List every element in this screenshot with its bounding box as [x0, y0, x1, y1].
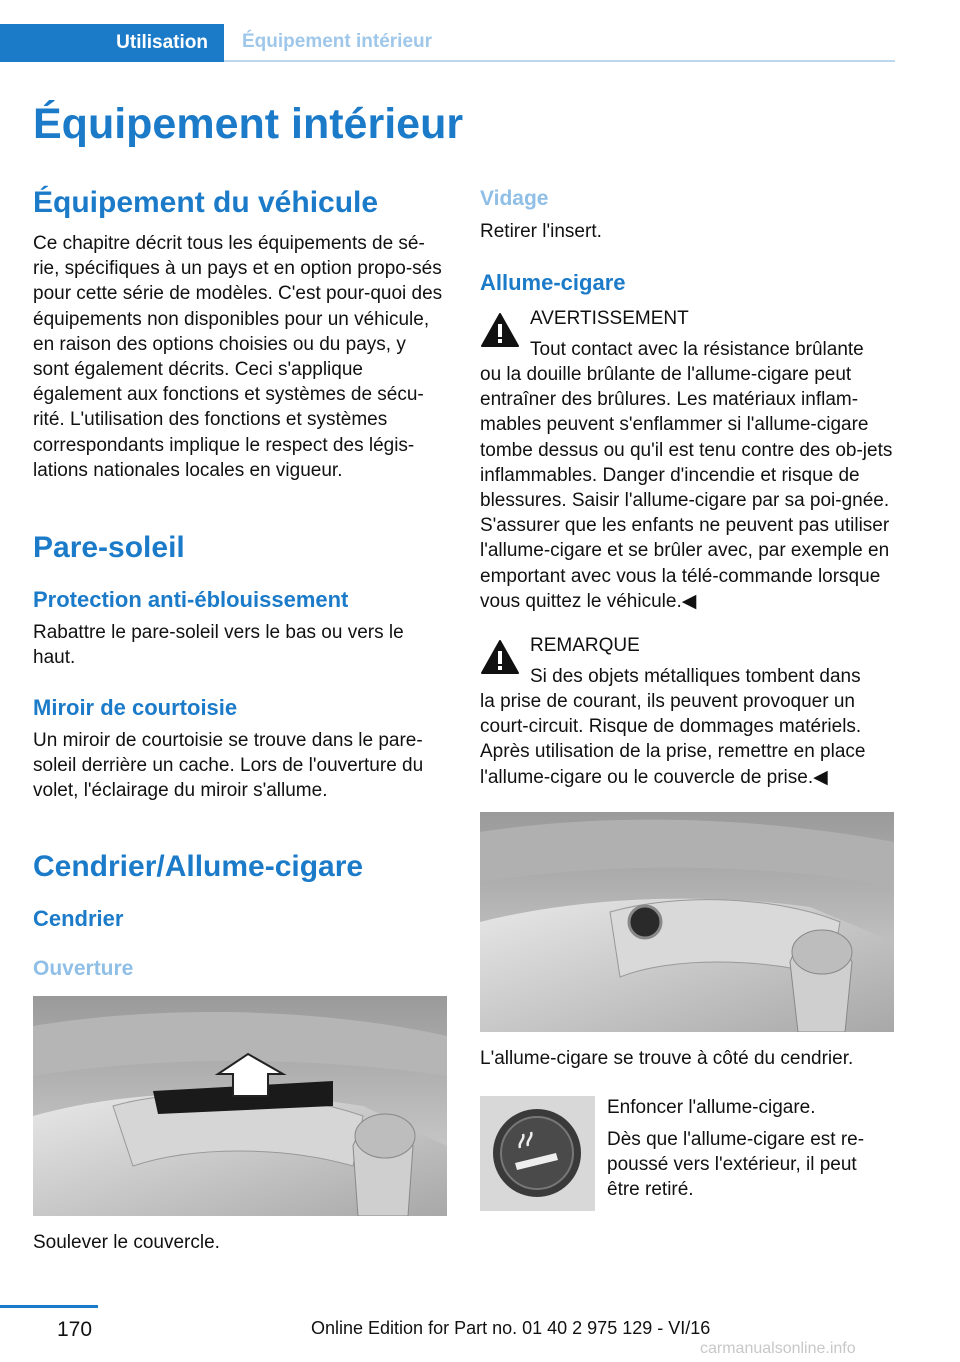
footer-rule: [0, 1305, 98, 1308]
edition-text: Online Edition for Part no. 01 40 2 975 129 - VI/16: [311, 1318, 711, 1338]
pop-text: Dès que l'allume-cigare est re‐poussé vers l'extérieur, il peut être retiré.: [607, 1129, 865, 1201]
sunvisor-heading: Pare-soleil: [33, 531, 185, 564]
emptying-heading: Vidage: [480, 187, 549, 210]
vehicle-text: Ce chapitre décrit tous les équipements de sé‐rie, spécifiques à un pays et en option propo‐sés pour cette série de modèles. C'est pour‐quoi des équipements non disponibles pour un véhicule, en raison des options choisies ou du pays, y sont également décrits. Ceci s'applique également aux fonctions et systèmes de sécu‐rité. L'utilisation des fonctions et systèmes correspondants implique le respect des légis‐lations nationales locales en vigueur.: [33, 233, 443, 481]
lighter-location-image: [480, 812, 894, 1032]
mirror-text: Un miroir de courtoisie se trouve dans le pare-soleil derrière un cache. Lors de l'ouverture du volet, l'éclairage du miroir s'allume.: [33, 730, 424, 802]
notice-text-first: Si des objets métalliques tombent dans: [530, 666, 861, 687]
opening-heading: Ouverture: [33, 957, 134, 980]
lighter-caption: L'allume-cigare se trouve à côté du cendrier.: [480, 1048, 854, 1069]
warning-icon: [480, 312, 520, 353]
vehicle-heading: Équipement du véhicule: [33, 186, 379, 219]
page-number: 170: [57, 1318, 93, 1341]
cigarette-lighter-icon: [480, 1096, 595, 1211]
glare-heading: Protection anti-éblouissement: [33, 587, 349, 612]
tab-utilisation[interactable]: Utilisation: [0, 24, 224, 62]
watermark: carmanualsonline.info: [700, 1340, 856, 1357]
opening-caption: Soulever le couvercle.: [33, 1232, 220, 1253]
lighter-heading: Allume-cigare: [480, 270, 626, 295]
notice-icon: [480, 639, 520, 680]
glare-text: Rabattre le pare-soleil vers le bas ou vers le haut.: [33, 622, 404, 669]
ashtray-section-heading: Cendrier/Allume-cigare: [33, 850, 364, 883]
emptying-text: Retirer l'insert.: [480, 221, 602, 242]
ashtray-opening-image: [33, 996, 447, 1216]
warning-label: AVERTISSEMENT: [530, 308, 689, 329]
notice-text: la prise de courant, ils peuvent provoquer un court-circuit. Risque de dommages matériels. Après utilisation de la prise, remettre en place l'allume-cigare ou le couvercle de prise.◀: [480, 691, 866, 788]
warning-text-first: Tout contact avec la résistance brûlante: [530, 339, 864, 360]
tab-equipement-interieur[interactable]: Équipement intérieur: [224, 24, 895, 62]
ashtray-heading: Cendrier: [33, 906, 124, 931]
warning-text: ou la douille brûlante de l'allume-cigare peut entraîner des brûlures. Les matériaux inflam‐mables peuvent s'enflammer si l'allume-cigare tombe dessus ou qu'il est tenu contre des ob‐jets inflammables. Danger d'incendie et risque de blessures. Saisir l'allume-cigare par sa poi‐gnée. S'assurer que les enfants ne peuvent pas utiliser l'allume-cigare et se brûler avec, par exemple en emportant avec vous la télé‐commande lorsque vous quittez le véhicule.◀: [480, 364, 893, 612]
mirror-heading: Miroir de courtoisie: [33, 695, 238, 720]
press-text: Enfoncer l'allume-cigare.: [607, 1097, 816, 1118]
page-title: Équipement intérieur: [33, 100, 464, 148]
notice-label: REMARQUE: [530, 635, 640, 656]
